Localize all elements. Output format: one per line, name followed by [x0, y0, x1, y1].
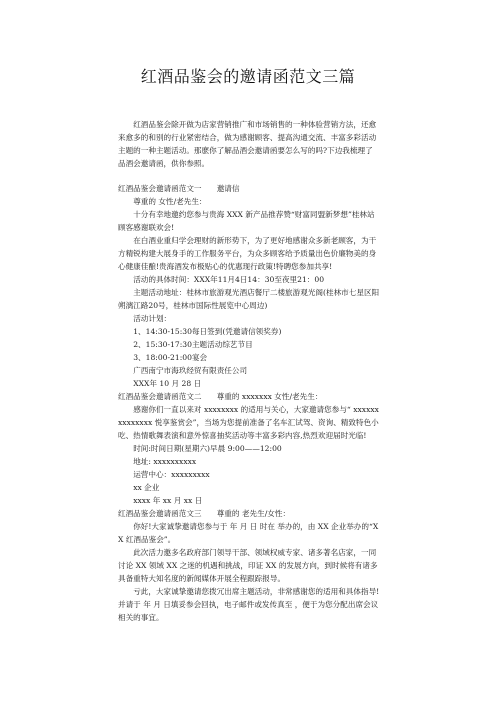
section-heading-2: 红酒品鉴会邀请函范文二 尊重的 xxxxxxx 女性/老先生：: [118, 392, 323, 401]
company-signature: 广西南宁市海玖经贸有限责任公司: [133, 366, 248, 375]
event-address: 主题活动地址：桂林市旅游观光酒店餐厅二楼旅游观光阁(桂林市七星区阳朔漓江路20号，桂林市国际性展览中心周边): [118, 288, 380, 310]
event-address-2: 地址: xxxxxxxxxx: [133, 457, 197, 466]
section-heading-3: 红酒品鉴会邀请函范文三 尊重的 老先生/女性：: [118, 509, 291, 518]
plan-label: 活动计划：: [133, 314, 172, 323]
signature-date: XXX年 10 月 28 日: [133, 379, 202, 388]
company-name: xx 企业: [133, 483, 160, 492]
event-time: 活动的具体时间：XXX年11月4日14：30至夜里21：00: [133, 275, 325, 284]
operations-center: 运营中心：xxxxxxxxx: [133, 470, 210, 479]
intro-paragraph: 红酒品鉴会除开做为店家营销推广和市场销售的一种体验营销方法，还愈来愈多的和别的行业紧密结合，做为感谢顾客、提高沟通交流、丰富多彩活动主题的一种主题活动。那麽你了解品酒会邀请函要怎么写的吗?下边我梳理了品酒会邀请函，供你参照。: [118, 120, 377, 168]
plan-item-2: 2、15:30-17:30主题活动综艺节目: [133, 340, 253, 349]
signature-date-2: xxxx 年 xx 月 xx 日: [133, 496, 203, 505]
document-body: [118, 118, 380, 624]
plan-item-3: 3、18:00-21:00宴会: [133, 353, 208, 362]
event-time-2: 时间:时间日期(星期六)早晨 9:00——12:00: [133, 444, 282, 453]
paragraph-5: 此次活力邀多名政府部门领导干部、领域权威专家、诸多著名店家，一同讨论 XX 领域 XX 之迷的机遇和挑战，印证 XX 的发展方向，到时候将有诸多具备重特大知名度的新闻媒体开展全程跟踪报导。: [118, 548, 378, 583]
paragraph-1: 十分有幸地邀约您参与贵海 XXX 新产品推荐赞“财富同盟新梦想”桂林站顾客感谢联欢会!: [118, 210, 375, 232]
section-heading-1: 红酒品鉴会邀请函范文一 邀请信: [118, 184, 240, 193]
paragraph-2: 在白酒业重归学会理财的新形势下，为了更好地感谢众多新老顾客，为干方精锐构建大展身手的工作服务平台，为众多顾客给予质量出色价廉物美的身心健康佳酿!贵海酒发布极贴心的优惠现行政策!特聘您参加共享!: [118, 236, 377, 271]
plan-item-1: 1、14:30-15:30每日签到(凭邀请信领奖券): [133, 327, 282, 336]
document-title: 红酒品鉴会的邀请函范文三篇: [140, 67, 356, 86]
paragraph-3: 感谢你们一直以来对 xxxxxxxx 的适用与关心，大家邀请您参与“ xxxxxxxxxxxxxx 悦享鉴赏会”，当场为您提前准备了名车汇试驾、资询、精致特色小吃、热情歌舞表演和意外惊喜抽奖活动等丰富多彩内容,热烈欢迎届时光临!: [118, 405, 379, 440]
paragraph-6: 亏此，大家诚挚邀请您拨冗出席主题活动，非常感谢您的适用和具体指导!并请于 年 月 日填妥参会回执，电子邮件或发传真至 ，便于为您分配出席会议相关的事宜。: [118, 587, 380, 622]
salutation-1: 尊重的 女性/老先生：: [133, 197, 207, 206]
paragraph-4: 你好!大家诚挚邀请您参与于 年 月 日 时在 举办的，由 XX 企业举办的“XX 红酒品鉴会”。: [118, 522, 379, 544]
